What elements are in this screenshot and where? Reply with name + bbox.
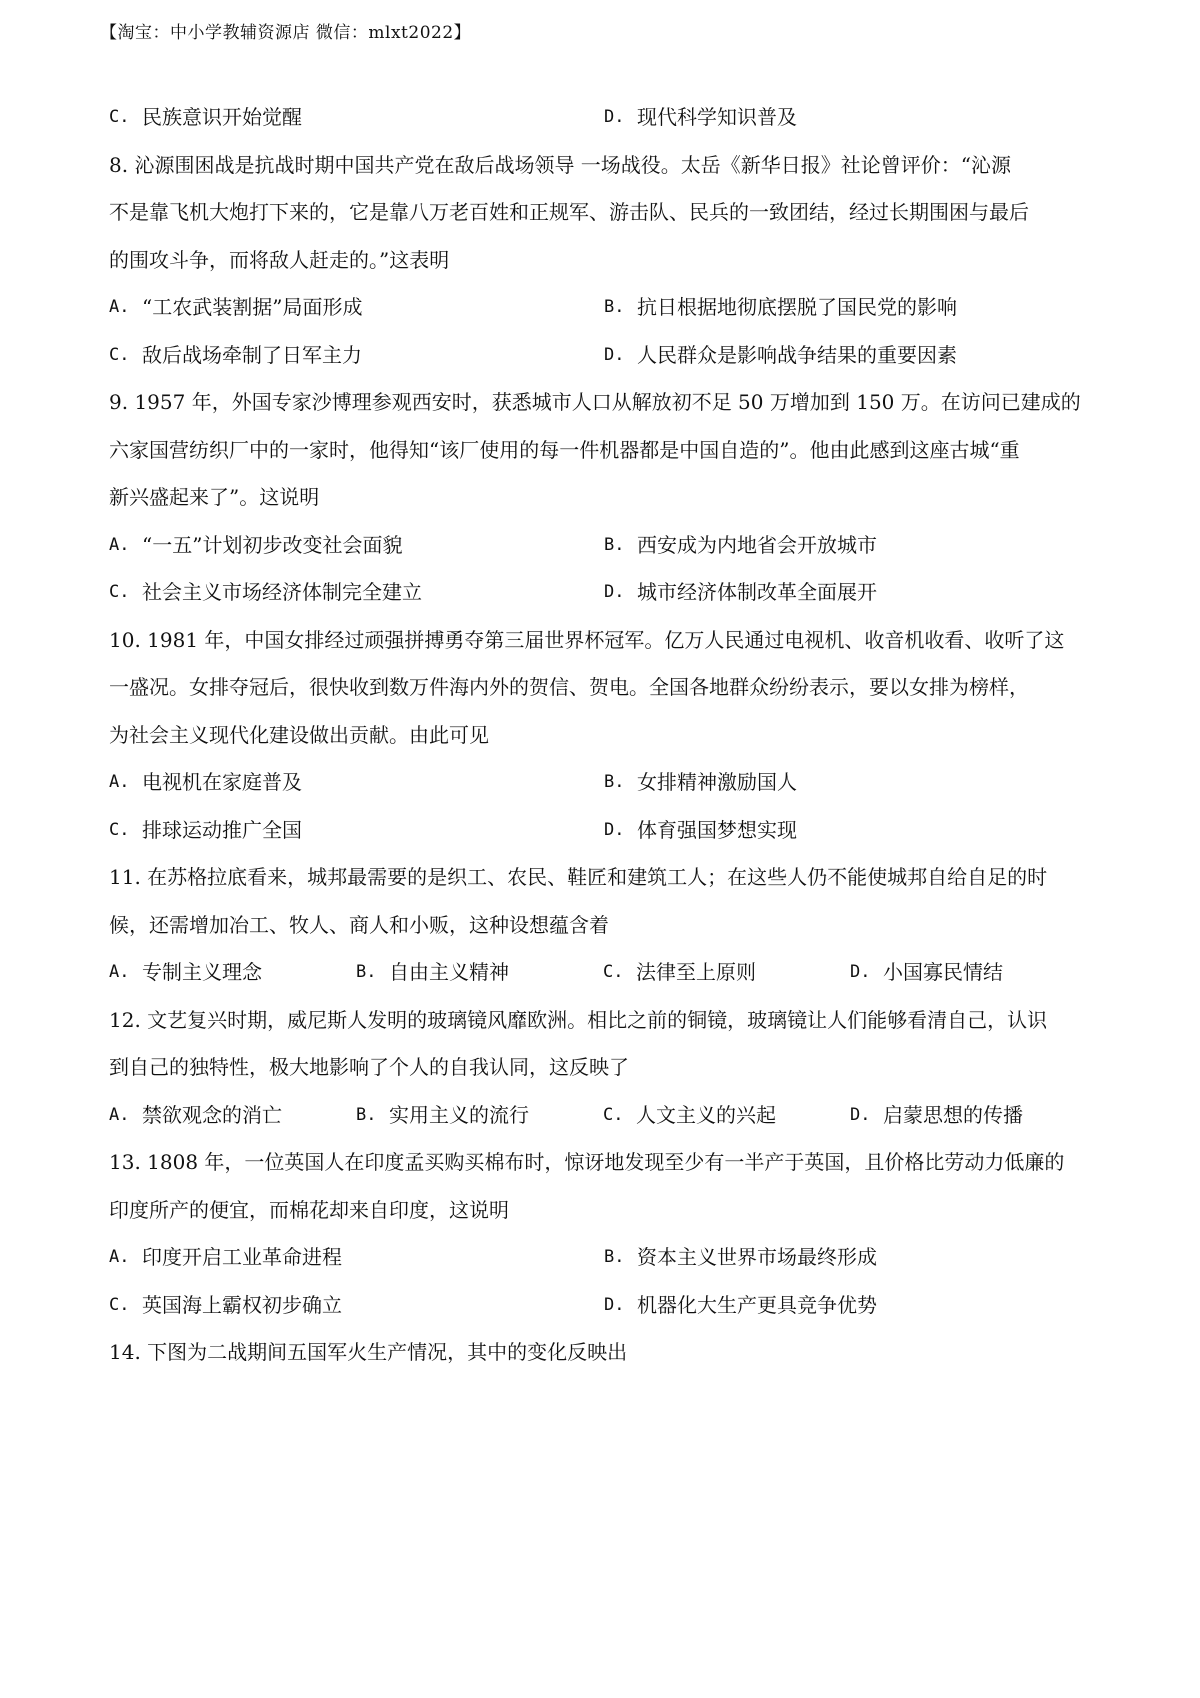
option-text: 人文主义的兴起: [636, 1102, 776, 1127]
q14-stem-line-1: 14. 下图为二战期间五国军火生产情况，其中的变化反映出: [109, 1340, 628, 1364]
question-content: [109, 94, 1099, 1377]
q12-option-b[interactable]: [356, 1092, 603, 1140]
option-text: 人民群众是影响战争结果的重要因素: [637, 342, 957, 367]
q11-option-a[interactable]: [109, 949, 356, 997]
option-text: 禁欲观念的消亡: [142, 1102, 282, 1127]
q12-stem-line-2: 到自己的独特性，极大地影响了个人的自我认同，这反映了: [109, 1055, 629, 1079]
option-letter: A.: [109, 962, 130, 982]
option-text: 机器化大生产更具竞争优势: [637, 1292, 877, 1317]
option-letter: C.: [109, 344, 130, 365]
q10-option-b[interactable]: [604, 759, 1099, 807]
option-letter: A.: [109, 534, 130, 555]
option-text: 现代科学知识普及: [637, 105, 797, 129]
q8-option-c[interactable]: [109, 332, 604, 380]
option-letter: C.: [109, 819, 130, 840]
q9-option-a[interactable]: [109, 522, 604, 570]
q9-option-b[interactable]: [604, 522, 1099, 570]
option-letter: D.: [850, 1104, 871, 1125]
option-letter: C.: [109, 1294, 130, 1315]
q8-options-row-2: [109, 332, 1099, 380]
option-letter: A.: [109, 1104, 130, 1125]
option-text: “一五”计划初步改变社会面貌: [142, 532, 403, 557]
option-letter: C.: [603, 962, 624, 982]
option-text: 敌后战场牵制了日军主力: [142, 342, 362, 367]
option-text: 启蒙思想的传播: [883, 1102, 1023, 1127]
q13-stem-line-1: 13. 1808 年，一位英国人在印度孟买购买棉布时，惊讶地发现至少有一半产于英国，且价格比劳动力低廉的: [109, 1150, 1065, 1174]
q11-stem-line-1: 11. 在苏格拉底看来，城邦最需要的是织工、农民、鞋匠和建筑工人；在这些人仍不能使城邦自给自足的时: [109, 865, 1048, 889]
q9-stem-line-1: 9. 1957 年，外国专家沙博理参观西安时，获悉城市人口从解放初不足 50 万增加到 150 万。在访问已建成的: [109, 390, 1081, 414]
q8-option-a[interactable]: [109, 284, 604, 332]
q10-option-d[interactable]: [604, 807, 1099, 855]
option-text: 法律至上原则: [636, 960, 756, 984]
q9-option-d[interactable]: [604, 569, 1099, 617]
option-text: 资本主义世界市场最终形成: [637, 1245, 877, 1269]
q13-option-c[interactable]: [109, 1282, 604, 1330]
q10-stem-line-3: 为社会主义现代化建设做出贡献。由此可见: [109, 722, 489, 747]
option-text: 民族意识开始觉醒: [142, 105, 302, 129]
q13-options-row-1: [109, 1234, 1099, 1282]
option-text: 印度开启工业革命进程: [142, 1245, 342, 1269]
q10-options-row-1: [109, 759, 1099, 807]
option-text: “工农武装割据”局面形成: [142, 295, 363, 319]
option-text: 英国海上霸权初步确立: [142, 1292, 342, 1317]
q10-stem-line-1: 10. 1981 年，中国女排经过顽强拼搏勇夺第三届世界杯冠军。亿万人民通过电视机、收音机收看、收听了这: [109, 627, 1065, 652]
option-text: 自由主义精神: [389, 960, 509, 984]
option-letter: A.: [109, 1247, 130, 1267]
option-letter: B.: [356, 962, 377, 982]
q9-option-c[interactable]: [109, 569, 604, 617]
option-letter: B.: [604, 534, 625, 555]
option-text: 体育强国梦想实现: [637, 817, 797, 842]
q13-stem-line-2: 印度所产的便宜，而棉花却来自印度，这说明: [109, 1197, 509, 1222]
q8-stem-line-3: 的围攻斗争，而将敌人赶走的。”这表明: [109, 247, 450, 272]
q11-stem-line-2: 候，还需增加冶工、牧人、商人和小贩，这种设想蕴含着: [109, 912, 609, 937]
q12-options-row: [109, 1092, 1099, 1140]
q9-stem-line-3: 新兴盛起来了”。这说明: [109, 485, 320, 509]
option-letter: D.: [604, 819, 625, 840]
option-letter: B.: [604, 297, 625, 317]
page-header: 【淘宝：中小学教辅资源店 微信：mlxt2022】: [100, 23, 472, 43]
q10-options-row-2: [109, 807, 1099, 855]
q11-option-d[interactable]: [850, 949, 1097, 997]
option-letter: A.: [109, 772, 130, 792]
option-letter: B.: [356, 1104, 377, 1125]
q9-stem-line-2: 六家国营纺织厂中的一家时，他得知“该厂使用的每一件机器都是中国自造的”。他由此感到这座古城“重: [109, 437, 1020, 462]
option-text: 排球运动推广全国: [142, 817, 302, 842]
option-letter: B.: [604, 1247, 625, 1267]
option-text: 女排精神激励国人: [637, 770, 797, 794]
q13-option-a[interactable]: [109, 1234, 604, 1282]
q12-option-a[interactable]: [109, 1092, 356, 1140]
option-text: 实用主义的流行: [389, 1102, 529, 1127]
q7-option-d[interactable]: [604, 94, 1099, 142]
option-text: 西安成为内地省会开放城市: [637, 532, 877, 557]
option-letter: D.: [604, 107, 625, 127]
option-text: 抗日根据地彻底摆脱了国民党的影响: [637, 295, 957, 319]
option-letter: D.: [604, 344, 625, 365]
q10-stem-line-2: 一盛况。女排夺冠后，很快收到数万件海内外的贺信、贺电。全国各地群众纷纷表示，要以女排为榜样，: [109, 675, 1029, 699]
option-letter: C.: [109, 107, 130, 127]
option-text: 电视机在家庭普及: [142, 770, 302, 794]
option-letter: D.: [850, 962, 871, 982]
q9-options-row-1: [109, 522, 1099, 570]
q8-stem-line-1: 8. 沁源围困战是抗战时期中国共产党在敌后战场领导 一场战役。太岳《新华日报》社论曾评价：“沁源: [109, 152, 1012, 177]
q8-option-b[interactable]: [604, 284, 1099, 332]
q13-options-row-2: [109, 1282, 1099, 1330]
q9-options-row-2: [109, 569, 1099, 617]
option-text: 小国寡民情结: [883, 960, 1003, 984]
q12-option-d[interactable]: [850, 1092, 1097, 1140]
option-text: 社会主义市场经济体制完全建立: [142, 580, 422, 604]
q11-option-c[interactable]: [603, 949, 850, 997]
option-letter: D.: [604, 582, 625, 602]
q7-option-c[interactable]: [109, 94, 604, 142]
q13-option-b[interactable]: [604, 1234, 1099, 1282]
q8-option-d[interactable]: [604, 332, 1099, 380]
q12-option-c[interactable]: [603, 1092, 850, 1140]
option-letter: A.: [109, 297, 130, 317]
q8-options-row-1: [109, 284, 1099, 332]
q11-option-b[interactable]: [356, 949, 603, 997]
option-text: 城市经济体制改革全面展开: [637, 580, 877, 604]
q10-option-a[interactable]: [109, 759, 604, 807]
q10-option-c[interactable]: [109, 807, 604, 855]
option-letter: B.: [604, 772, 625, 792]
option-letter: C.: [603, 1104, 624, 1125]
q8-stem-line-2: 不是靠飞机大炮打下来的，它是靠八万老百姓和正规军、游击队、民兵的一致团结，经过长期围困与最后: [109, 200, 1029, 224]
option-text: 专制主义理念: [142, 960, 262, 984]
q12-stem-line-1: 12. 文艺复兴时期，威尼斯人发明的玻璃镜风靡欧洲。相比之前的铜镜，玻璃镜让人们能够看清自己，认识: [109, 1007, 1048, 1032]
q11-options-row: [109, 949, 1099, 997]
q13-option-d[interactable]: [604, 1282, 1099, 1330]
q7-options-row-2: [109, 94, 1099, 142]
option-letter: D.: [604, 1294, 625, 1315]
option-letter: C.: [109, 582, 130, 602]
